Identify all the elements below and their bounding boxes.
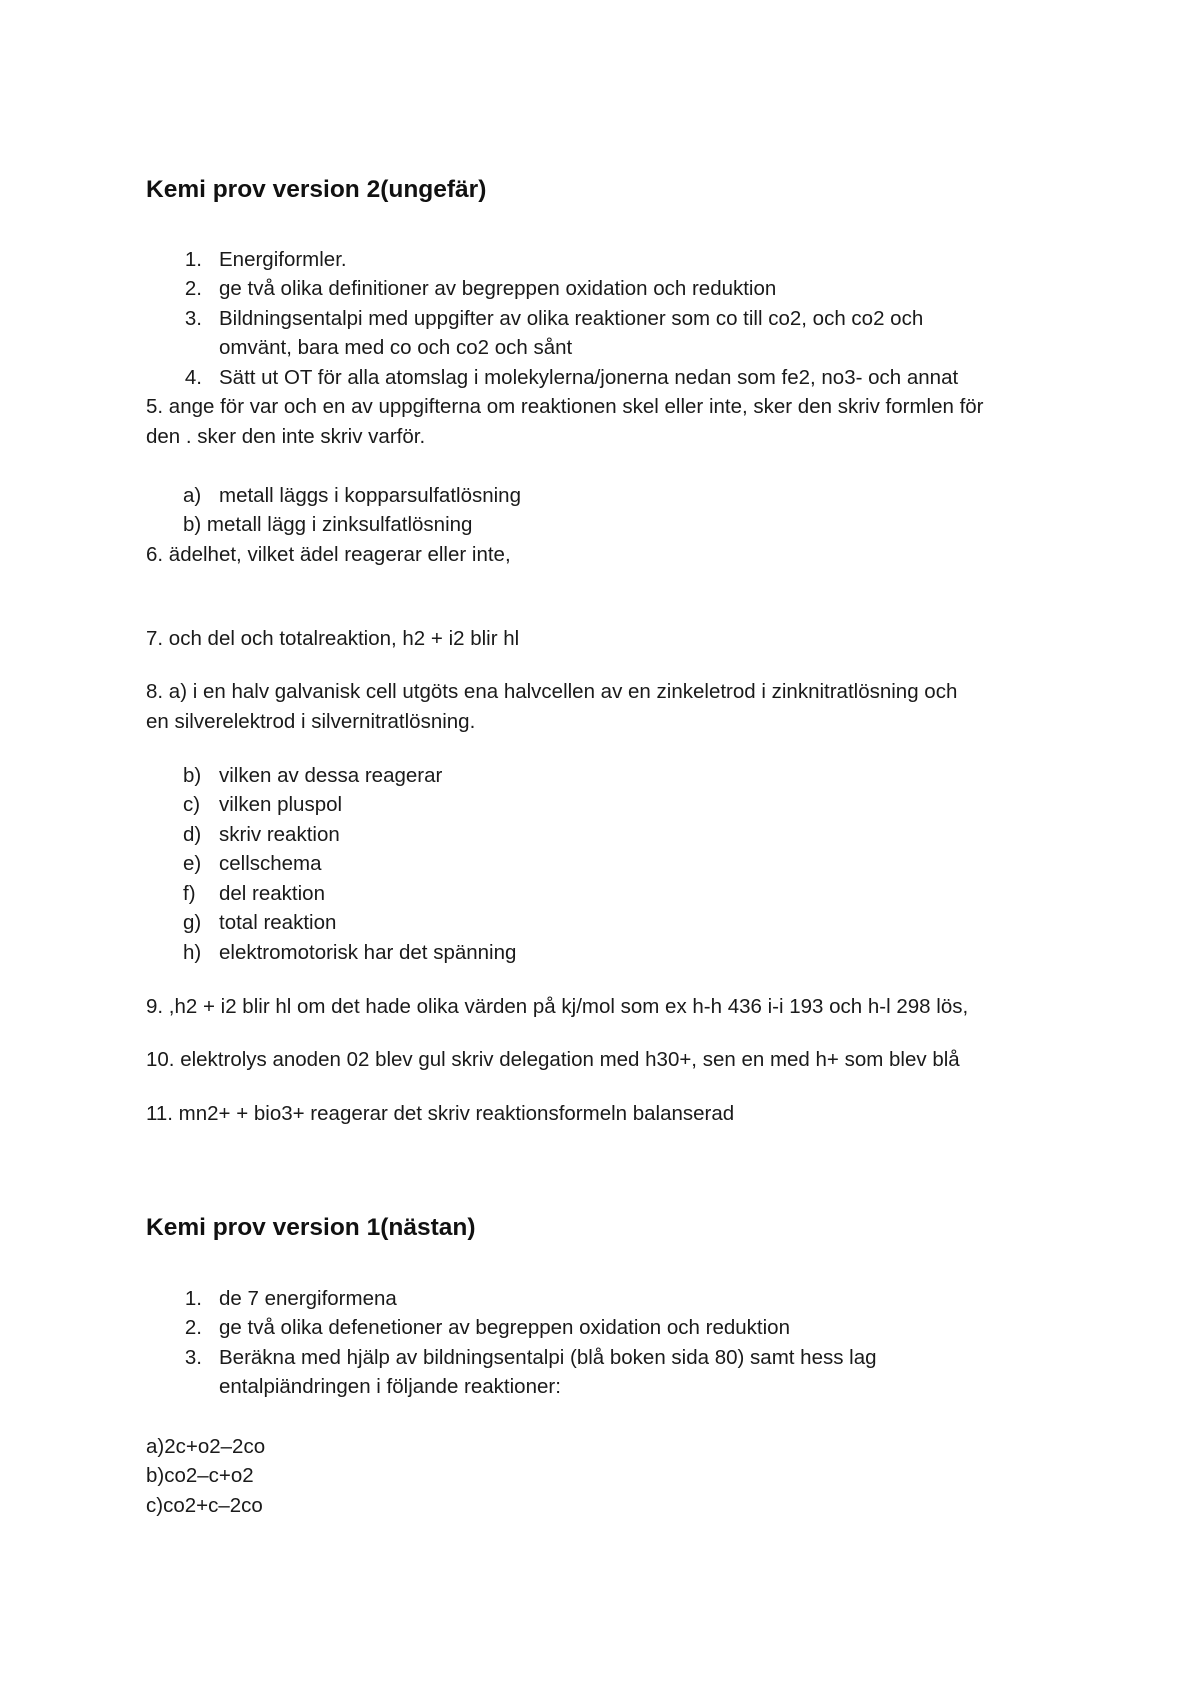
list-number: 1. [184, 248, 202, 271]
list-number: 2. [184, 1316, 202, 1339]
subitem-label: e) [183, 852, 202, 875]
question-8-line1: 8. a) i en halv galvanisk cell utgöts ena halvcellen av en zinkeletrod i zinknitratlösning och [146, 680, 958, 703]
question-6: 6. ädelhet, vilket ädel reagerar eller inte, [146, 543, 511, 566]
subitem-text: cellschema [219, 852, 322, 875]
list-number: 3. [184, 1346, 202, 1369]
question-5-line2: den . sker den inte skriv varför. [146, 425, 426, 448]
subitem-text: vilken pluspol [219, 793, 343, 816]
reaction-line: c)co2+c–2co [146, 1494, 263, 1517]
list-item-continuation: entalpiändringen i följande reaktioner: [219, 1375, 561, 1398]
section2-title: Kemi prov version 1(nästan) [146, 1214, 476, 1241]
subitem-text: metall läggs i kopparsulfatlösning [219, 484, 521, 507]
subitem-label: g) [183, 911, 202, 934]
list-number: 3. [184, 307, 202, 330]
list-item: ge två olika defenetioner av begreppen oxidation och reduktion [219, 1316, 790, 1339]
list-number: 4. [184, 366, 202, 389]
reaction-line: b)co2–c+o2 [146, 1464, 254, 1487]
subitem-label: h) [183, 941, 202, 964]
subitem-label: b) [183, 764, 202, 787]
subitem-text: skriv reaktion [219, 823, 340, 846]
question-8-line2: en silverelektrod i silvernitratlösning. [146, 710, 476, 733]
section1-title: Kemi prov version 2(ungefär) [146, 176, 487, 203]
list-item: Beräkna med hjälp av bildningsentalpi (blå boken sida 80) samt hess lag [219, 1346, 877, 1369]
subitem-text: del reaktion [219, 882, 325, 905]
list-item: ge två olika definitioner av begreppen oxidation och reduktion [219, 277, 777, 300]
list-number: 2. [184, 277, 202, 300]
list-number: 1. [184, 1287, 202, 1310]
subitem-label: a) [183, 484, 202, 507]
list-item: Energiformler. [219, 248, 347, 271]
subitem-text: total reaktion [219, 911, 337, 934]
subitem-label: c) [183, 793, 201, 816]
subitem-label: f) [183, 882, 196, 905]
subitem-text: elektromotorisk har det spänning [219, 941, 517, 964]
question-9: 9. ,h2 + i2 blir hl om det hade olika värden på kj/mol som ex h-h 436 i-i 193 och h-l 298 lös, [146, 995, 969, 1018]
question-7: 7. och del och totalreaktion, h2 + i2 blir hl [146, 627, 520, 650]
subitem-label: d) [183, 823, 202, 846]
list-item: Sätt ut OT för alla atomslag i molekylerna/jonerna nedan som fe2, no3- och annat [219, 366, 959, 389]
reaction-line: a)2c+o2–2co [146, 1435, 266, 1458]
question-10: 10. elektrolys anoden 02 blev gul skriv delegation med h30+, sen en med h+ som blev blå [146, 1048, 960, 1071]
list-item: de 7 energiformena [219, 1287, 397, 1310]
question-11: 11. mn2+ + bio3+ reagerar det skriv reaktionsformeln balanserad [146, 1102, 735, 1125]
question-5-line1: 5. ange för var och en av uppgifterna om reaktionen skel eller inte, sker den skriv formlen för [146, 395, 984, 418]
subitem-text: b) metall lägg i zinksulfatlösning [183, 513, 473, 536]
list-item: Bildningsentalpi med uppgifter av olika reaktioner som co till co2, och co2 och [219, 307, 924, 330]
list-item-continuation: omvänt, bara med co och co2 och sånt [219, 336, 573, 359]
subitem-text: vilken av dessa reagerar [219, 764, 443, 787]
